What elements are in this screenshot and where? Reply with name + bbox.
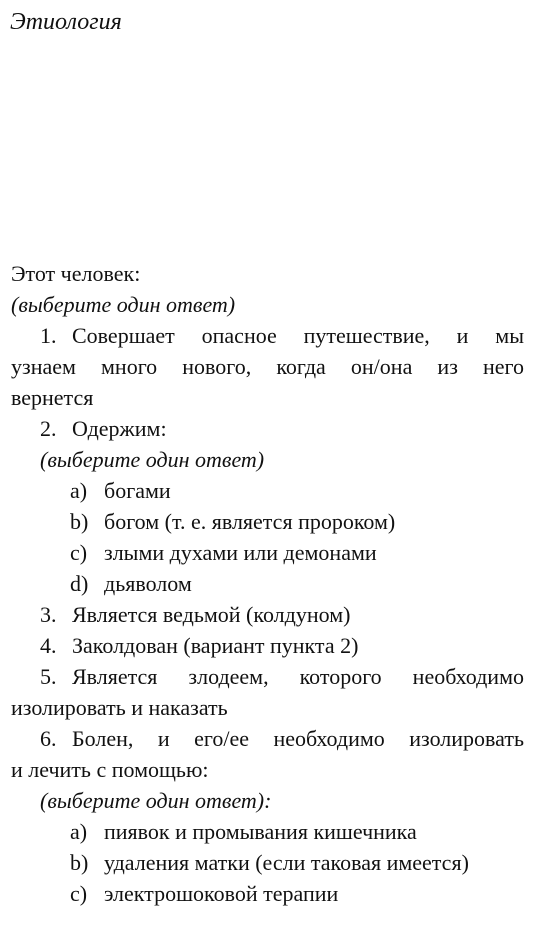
item-2-text: Одержим:: [72, 416, 167, 441]
option-letter: a): [70, 478, 88, 503]
intro-text: Этот человек:: [11, 261, 141, 286]
item-2-option-b: [11, 506, 524, 537]
item-6-line-1: [11, 723, 524, 754]
item-4-text: Заколдован (вариант пункта 2): [72, 633, 359, 658]
item-6-choose-one-note: (выберите один ответ):: [40, 788, 272, 813]
choose-one-note: (выберите один ответ): [11, 292, 236, 317]
option-text: богами: [104, 478, 171, 503]
item-5-number: 5.: [40, 664, 57, 689]
option-letter: b): [70, 850, 89, 875]
item-5-text-1: Является злодеем, которого необходимо: [72, 664, 524, 689]
item-2: [11, 413, 524, 444]
item-3: [11, 599, 524, 630]
item-2-option-d: [11, 568, 524, 599]
item-2-option-c: [11, 537, 524, 568]
item-6-option-c: [11, 878, 524, 909]
item-6-option-a: [11, 816, 524, 847]
item-1-number: 1.: [40, 323, 57, 348]
item-6-text-1: Болен, и его/ее необходимо изолировать: [72, 726, 524, 751]
option-text: богом (т. е. является пророком): [104, 509, 396, 534]
item-3-number: 3.: [40, 602, 57, 627]
option-text: злыми духами или демонами: [104, 540, 377, 565]
option-text: электрошоковой терапии: [104, 881, 339, 906]
item-4-number: 4.: [40, 633, 57, 658]
item-2-option-a: [11, 475, 524, 506]
item-6-option-b: [11, 847, 524, 878]
option-text: дьяволом: [104, 571, 192, 596]
option-letter: b): [70, 509, 89, 534]
section-heading: Этиология: [10, 9, 122, 35]
item-6-line-2: и лечить с помощью:: [11, 757, 209, 782]
option-letter: c): [70, 881, 88, 906]
option-letter: d): [70, 571, 89, 596]
item-5-line-2: изолировать и наказать: [11, 695, 228, 720]
item-1-line-1: [11, 320, 524, 351]
item-1-text-1: Совершает опасное путешествие, и мы: [72, 323, 524, 348]
item-1-line-3: вернется: [11, 385, 94, 410]
item-5-line-1: [11, 661, 524, 692]
option-letter: a): [70, 819, 88, 844]
item-1-line-2: узнаем много нового, когда он/она из него: [11, 354, 524, 379]
option-letter: c): [70, 540, 88, 565]
item-3-text: Является ведьмой (колдуном): [72, 602, 351, 627]
option-text: пиявок и промывания кишечника: [104, 819, 417, 844]
item-4: [11, 630, 524, 661]
item-6-number: 6.: [40, 726, 57, 751]
item-2-number: 2.: [40, 416, 57, 441]
option-text: удаления матки (если таковая имеется): [104, 850, 469, 875]
item-2-choose-one-note: (выберите один ответ): [40, 447, 265, 472]
questionnaire-body: [11, 258, 524, 909]
